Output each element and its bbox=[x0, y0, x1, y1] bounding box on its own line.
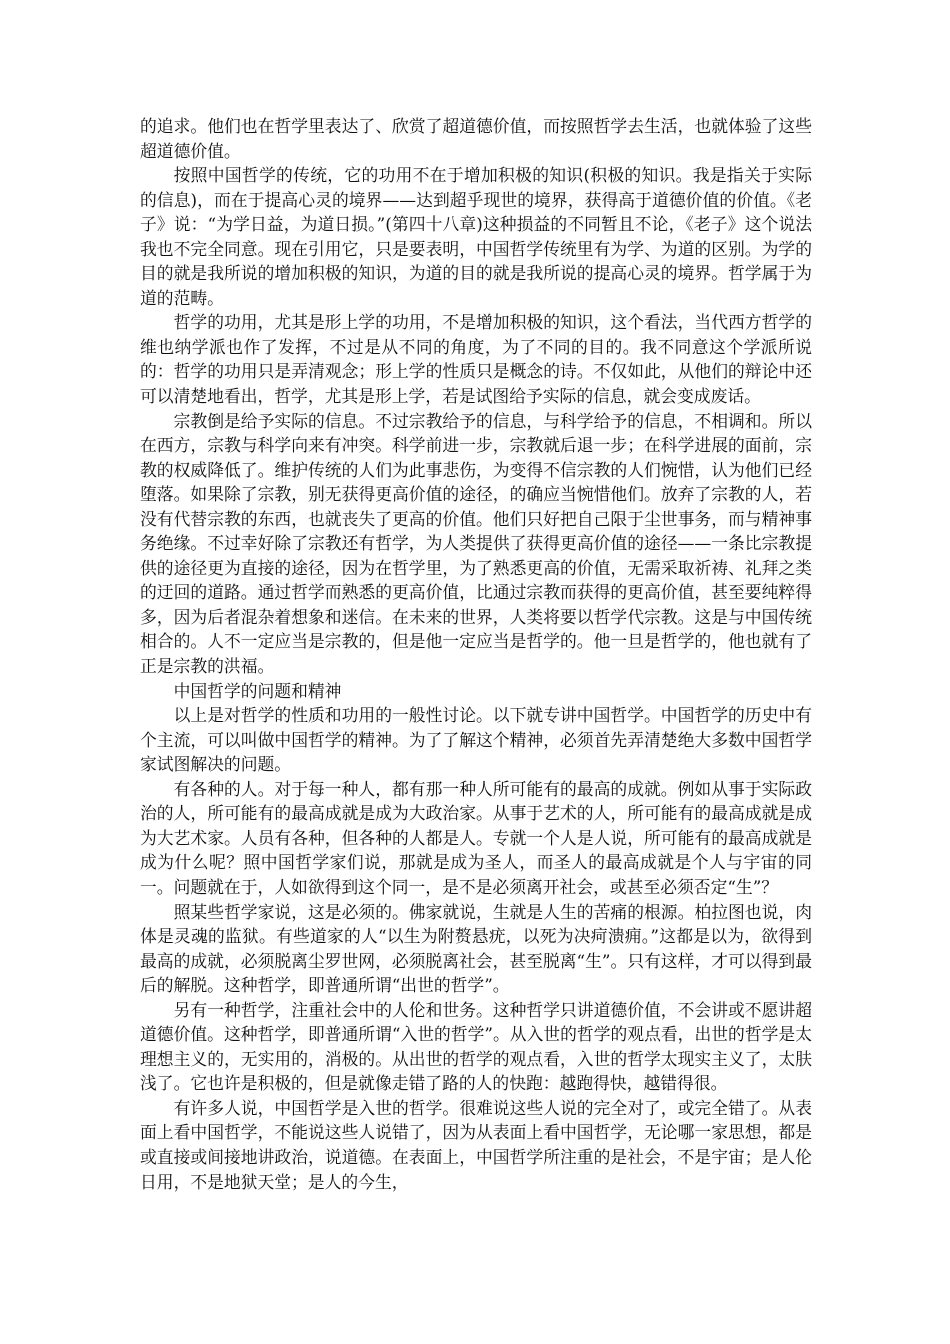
section-heading: 中国哲学的问题和精神 bbox=[173, 680, 342, 701]
paragraph: 宗教倒是给予实际的信息。不过宗教给予的信息，与科学给予的信息，不相调和。所以在西方，宗教与科学向来有冲突。科学前进一步，宗教就后退一步；在科学进展的面前，宗教的权威降低了。维护传统的人们为此事悲伤，为变得不信宗教的人们惋惜，认为他们已经堕落。如果除了宗教，别无获得更高价值的途径，的确应当惋惜他们。放弃了宗教的人，若没有代替宗教的东西，也就丧失了更高的价值。他们只好把自己限于尘世事务，而与精神事务绝缘。不过幸好除了宗教还有哲学，为人类提供了获得更高价值的途径——一条比宗教提供的途径更为直接的途径，因为在哲学里，为了熟悉更高的价值，无需采取祈祷、礼拜之类的迂回的道路。通过哲学而熟悉的更高价值，比通过宗教而获得的更高价值，甚至要纯粹得多，因为后者混杂着想象和迷信。在未来的世界，人类将要以哲学代宗教。这是与中国传统相合的。人不一定应当是宗教的，但是他一定应当是哲学的。他一旦是哲学的，他也就有了正是宗教的洪福。 bbox=[140, 410, 812, 677]
paragraph: 另有一种哲学，注重社会中的人伦和世务。这种哲学只讲道德价值，不会讲或不愿讲超道德价值。这种哲学，即普通所谓“入世的哲学”。从入世的哲学的观点看，出世的哲学是太理想主义的，无实用的，消极的。从出世的哲学的观点看，入世的哲学太现实主义了，太肤浅了。它也许是积极的，但是就像走错了路的人的快跑：越跑得快，越错得很。 bbox=[140, 999, 812, 1094]
paragraph-continuation: 的追求。他们也在哲学里表达了、欣赏了超道德价值，而按照哲学去生活，也就体验了这些超道德价值。 bbox=[140, 116, 812, 161]
paragraph: 有各种的人。对于每一种人，都有那一种人所可能有的最高的成就。例如从事于实际政治的人，所可能有的最高成就是成为大政治家。从事于艺术的人，所可能有的最高成就是成为大艺术家。人员有各种，但各种的人都是人。专就一个人是人说，所可能有的最高成就是成为什么呢？照中国哲学家们说，那就是成为圣人，而圣人的最高成就是个人与宇宙的同一。问题就在于，人如欲得到这个同一，是不是必须离开社会，或甚至必须否定“生”？ bbox=[140, 778, 812, 897]
paragraph: 以上是对哲学的性质和功用的一般性讨论。以下就专讲中国哲学。中国哲学的历史中有个主流，可以叫做中国哲学的精神。为了了解这个精神，必须首先弄清楚绝大多数中国哲学家试图解决的问题。 bbox=[140, 705, 812, 775]
paragraph: 按照中国哲学的传统，它的功用不在于增加积极的知识(积极的知识。我是指关于实际的信息)，而在于提高心灵的境界——达到超乎现世的境界，获得高于道德价值的价值。《老子》说：“为学日益，为道日损。”(第四十八章)这种损益的不同暂且不论，《老子》这个说法我也不完全同意。现在引用它，只是要表明，中国哲学传统里有为学、为道的区别。为学的目的就是我所说的增加积极的知识，为道的目的就是我所说的提高心灵的境界。哲学属于为道的范畴。 bbox=[140, 165, 812, 308]
paragraph: 有许多人说，中国哲学是入世的哲学。很难说这些人说的完全对了，或完全错了。从表面上看中国哲学，不能说这些人说错了，因为从表面上看中国哲学，无论哪一家思想，都是或直接或间接地讲政治，说道德。在表面上，中国哲学所注重的是社会，不是宇宙；是人伦日用，不是地狱天堂；是人的今生， bbox=[140, 1097, 812, 1192]
paragraph: 照某些哲学家说，这是必须的。佛家就说，生就是人生的苦痛的根源。柏拉图也说，肉体是灵魂的监狱。有些道家的人“以生为附赘悬疣，以死为决疴溃痈。”这都是以为，欲得到最高的成就，必须脱离尘罗世网，必须脱离社会，甚至脱离“生”。只有这样，才可以得到最后的解脱。这种哲学，即普通所谓“出世的哲学”。 bbox=[140, 901, 812, 996]
document-page bbox=[140, 114, 812, 1194]
paragraph: 哲学的功用，尤其是形上学的功用，不是增加积极的知识，这个看法，当代西方哲学的维也纳学派也作了发挥，不过是从不同的角度，为了不同的目的。我不同意这个学派所说的：哲学的功用只是弄清观念；形上学的性质只是概念的诗。不仅如此，从他们的辩论中还可以清楚地看出，哲学，尤其是形上学，若是试图给予实际的信息，就会变成废话。 bbox=[140, 312, 812, 407]
